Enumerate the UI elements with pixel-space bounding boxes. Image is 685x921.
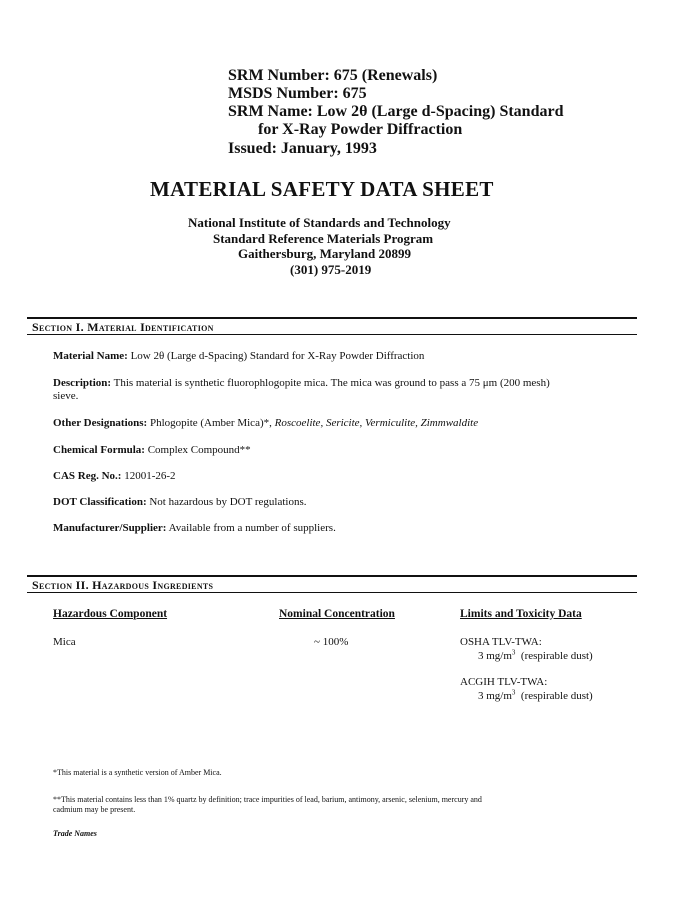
- institution-name: National Institute of Standards and Technology: [188, 215, 451, 230]
- description-continued: sieve.: [53, 390, 79, 402]
- cas-field: [53, 470, 176, 483]
- osha-value: [478, 650, 593, 663]
- institution-phone: (301) 975-2019: [290, 262, 372, 277]
- acgih-value-exponent: 3: [511, 688, 516, 697]
- acgih-value-amount: 3 mg/m: [478, 690, 512, 702]
- material-name-value: Low 2θ (Large d-Spacing) Standard for X-Ray Powder Diffraction: [130, 350, 425, 362]
- material-name-label: Material Name:: [53, 350, 128, 362]
- osha-value-amount: 3 mg/m: [478, 650, 512, 662]
- manufacturer-label: Manufacturer/Supplier:: [53, 522, 167, 534]
- other-designations-label: Other Designations:: [53, 417, 148, 429]
- section2-bottom-rule: [27, 592, 637, 593]
- other-designations-value: Phlogopite (Amber Mica)*,: [149, 417, 272, 429]
- section1-top-rule: [27, 317, 637, 319]
- manufacturer-field: [53, 522, 336, 535]
- cas-value: 12001-26-2: [124, 470, 176, 482]
- section2-top-rule: [27, 575, 637, 577]
- acgih-value: [478, 690, 593, 703]
- srm-name-continued: for X-Ray Powder Diffraction: [258, 121, 463, 138]
- section1-title: Section I. Material Identification: [32, 320, 214, 334]
- other-designations-italic: Roscoelite, Sericite, Vermiculite, Zimmwaldite: [274, 417, 479, 429]
- cas-label: CAS Reg. No.:: [53, 470, 122, 482]
- issued-date: Issued: January, 1993: [228, 140, 377, 157]
- chemical-formula-label: Chemical Formula:: [53, 444, 145, 456]
- description-field: [53, 377, 550, 390]
- msds-number: MSDS Number: 675: [228, 85, 367, 102]
- other-designations-field: [53, 417, 478, 430]
- acgih-value-note: (respirable dust): [520, 690, 593, 702]
- section2-title: Section II. Hazardous Ingredients: [32, 578, 214, 592]
- acgih-label: ACGIH TLV-TWA:: [460, 676, 548, 688]
- osha-value-note: (respirable dust): [520, 650, 593, 662]
- osha-value-exponent: 3: [511, 648, 516, 657]
- institution-address: Gaithersburg, Maryland 20899: [238, 246, 411, 261]
- dot-value: Not hazardous by DOT regulations.: [149, 496, 307, 508]
- chemical-formula-field: [53, 444, 251, 457]
- srm-name: SRM Name: Low 2θ (Large d-Spacing) Standard: [228, 103, 564, 120]
- dot-field: [53, 496, 307, 509]
- trade-names-heading: Trade Names: [53, 829, 97, 838]
- column-header-limits: Limits and Toxicity Data: [460, 608, 582, 620]
- footnote-amber-mica: *This material is a synthetic version of Amber Mica.: [53, 768, 222, 777]
- description-label: Description:: [53, 377, 112, 389]
- srm-number: SRM Number: 675 (Renewals): [228, 67, 438, 84]
- footnote-impurities-continued: cadmium may be present.: [53, 805, 136, 814]
- description-value: This material is synthetic fluorophlogopite mica. The mica was ground to pass a 75 μm (200 mesh): [113, 377, 550, 389]
- component-cell: Mica: [53, 636, 76, 648]
- page-title: MATERIAL SAFETY DATA SHEET: [150, 177, 494, 201]
- footnote-impurities: **This material contains less than 1% quartz by definition; trace impurities of lead, barium, antimony, arsenic, selenium, mercury and: [53, 795, 482, 804]
- institution-program: Standard Reference Materials Program: [213, 231, 434, 246]
- dot-label: DOT Classification:: [53, 496, 147, 508]
- column-header-concentration: Nominal Concentration: [279, 608, 395, 620]
- material-name-field: [53, 350, 424, 363]
- chemical-formula-value: Complex Compound**: [147, 444, 251, 456]
- osha-label: OSHA TLV-TWA:: [460, 636, 542, 648]
- concentration-cell: ~ 100%: [314, 636, 349, 648]
- column-header-component: Hazardous Component: [53, 608, 168, 620]
- manufacturer-value: Available from a number of suppliers.: [168, 522, 336, 534]
- section1-bottom-rule: [27, 334, 637, 335]
